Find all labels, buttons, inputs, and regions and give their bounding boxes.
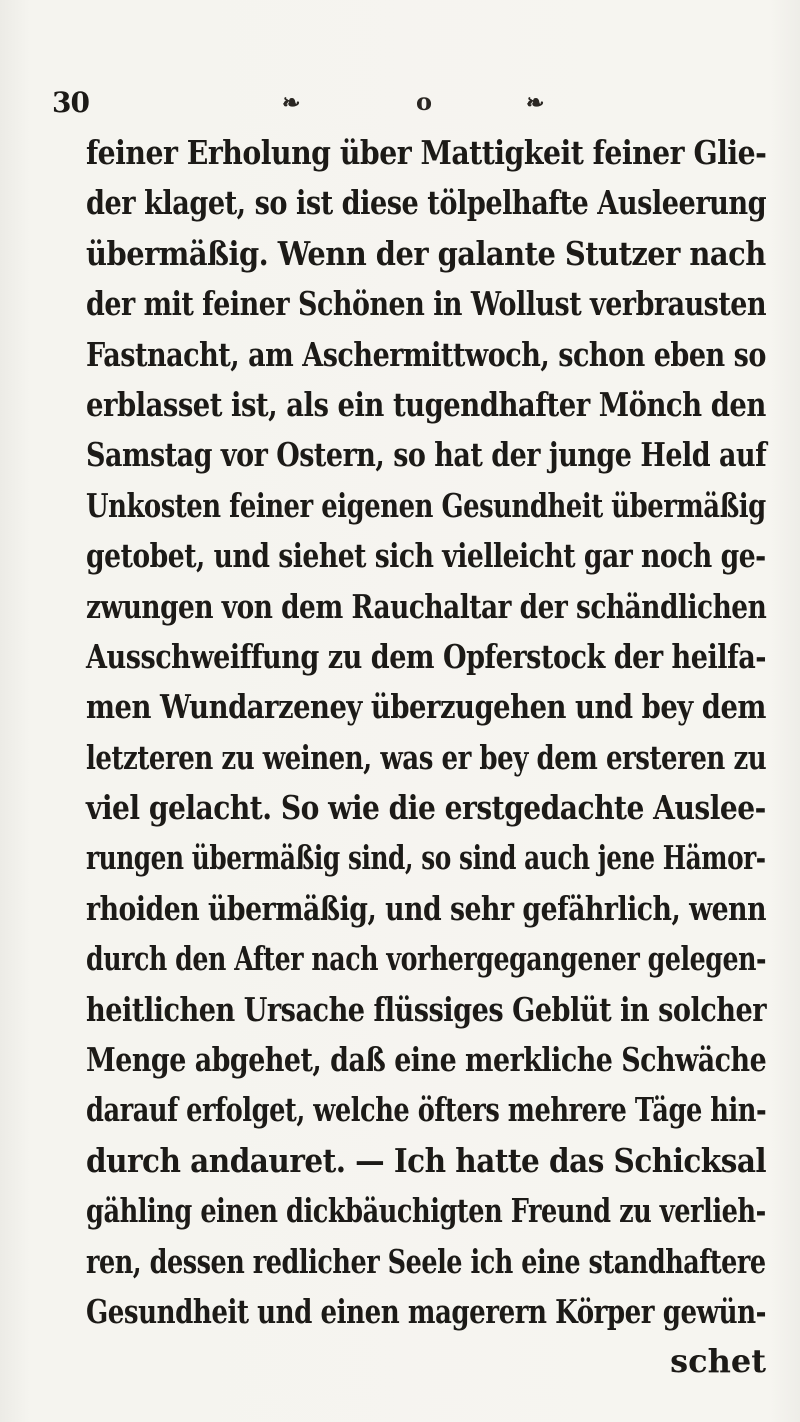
text-line-12: men Wundarzeney überzugehen und bey dem bbox=[86, 687, 766, 727]
text-line-16: rhoiden übermäßig, und sehr gefährlich, wenn bbox=[86, 888, 767, 928]
text-line-10: zwungen von dem Rauchaltar der schändlichen bbox=[86, 586, 767, 626]
text-line-24: Gesundheit und einen magerern Körper gewün- bbox=[86, 1291, 766, 1331]
ornament-left-icon: ❧ bbox=[282, 90, 301, 116]
text-line-22: gähling einen dickbäuchigten Freund zu verlieh- bbox=[86, 1191, 766, 1231]
body-text bbox=[86, 128, 766, 1337]
text-line-1: feiner Erholung über Mattigkeit feiner Glie- bbox=[86, 133, 767, 172]
catchword: schet bbox=[670, 1342, 766, 1380]
page-number: 30 bbox=[52, 86, 89, 119]
text-line-9: getobet, und siehet sich vielleicht gar noch ge- bbox=[86, 536, 766, 576]
text-line-3: übermäßig. Wenn der galante Stutzer nach bbox=[86, 233, 766, 273]
text-line-5: Fastnacht, am Aschermittwoch, schon eben so bbox=[86, 334, 766, 374]
text-line-14: viel gelacht. So wie die erstgedachte Auslee- bbox=[86, 788, 766, 828]
ornament-center-icon: o bbox=[416, 87, 433, 116]
running-header bbox=[52, 84, 612, 124]
text-line-8: Unkosten feiner eigenen Gesundheit übermäßig bbox=[86, 485, 766, 525]
text-line-7: Samstag vor Ostern, so hat der junge Held auf bbox=[86, 435, 767, 475]
text-line-21: durch andauret. — Ich hatte das Schicksal bbox=[86, 1140, 767, 1180]
text-line-17: durch den After nach vorhergegangener gelegen- bbox=[86, 939, 767, 979]
text-line-6: erblasset ist, als ein tugendhafter Mönch den bbox=[86, 384, 766, 424]
text-line-18: heitlichen Ursache flüssiges Geblüt in solcher bbox=[86, 989, 767, 1029]
text-line-11: Ausschweiffung zu dem Opferstock der heilfa- bbox=[86, 636, 767, 676]
text-line-2: der klaget, so ist diese tölpelhafte Ausleerung bbox=[86, 183, 767, 223]
text-line-4: der mit feiner Schönen in Wollust verbrausten bbox=[86, 284, 767, 324]
text-line-15: rungen übermäßig sind, so sind auch jene Hämor- bbox=[86, 838, 766, 878]
ornament-right-icon: ❧ bbox=[526, 90, 545, 116]
text-line-20: darauf erfolget, welche öfters mehrere Täge hin- bbox=[86, 1090, 767, 1130]
catchword-row bbox=[86, 1342, 766, 1392]
text-line-13: letzteren zu weinen, was er bey dem ersteren zu bbox=[86, 737, 767, 777]
text-line-19: Menge abgehet, daß eine merkliche Schwäche bbox=[86, 1040, 767, 1080]
text-line-23: ren, dessen redlicher Seele ich eine standhaftere bbox=[86, 1241, 766, 1281]
